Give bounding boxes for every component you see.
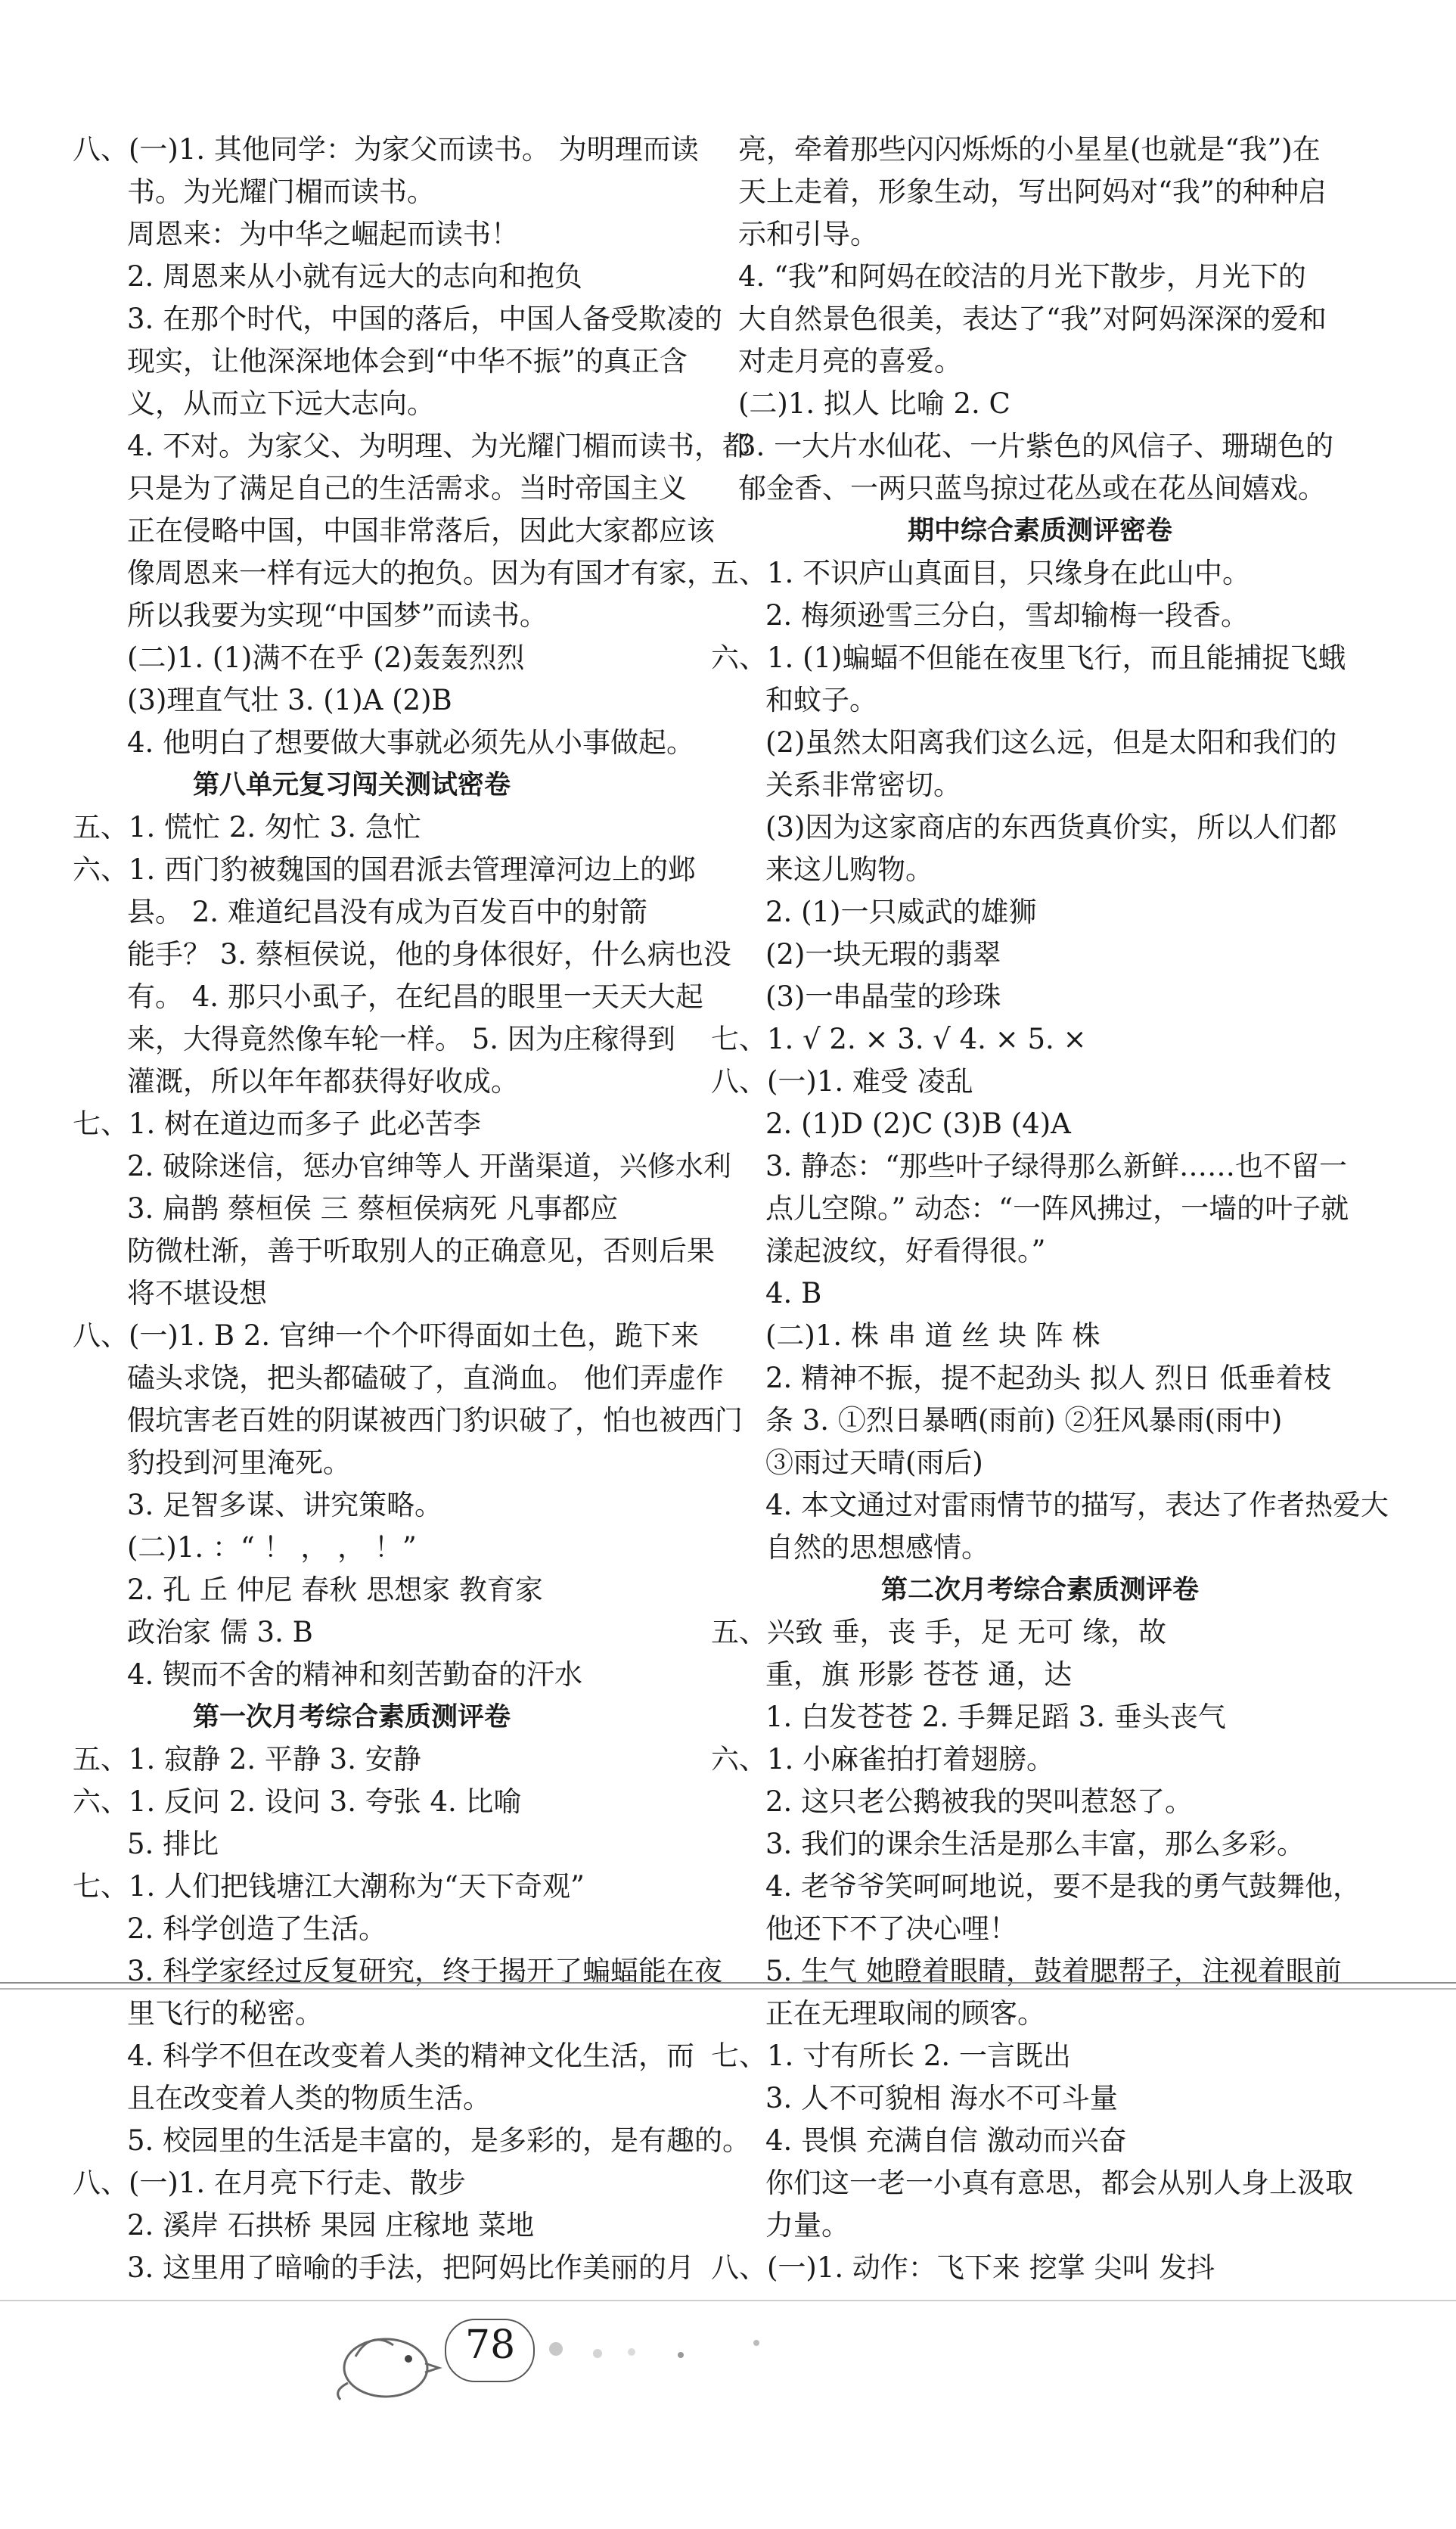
- answer-line: 对走月亮的喜爱。: [738, 345, 962, 377]
- page-number: 78: [465, 2322, 516, 2368]
- answer-line: 郁金香、一两只蓝鸟掠过花丛或在花丛间嬉戏。: [738, 472, 1326, 505]
- answer-line: 4. 不对。为家父、为明理、为光耀门楣而读书，都: [127, 430, 751, 462]
- answer-line: 2. 科学创造了生活。: [127, 1912, 387, 1945]
- answer-line: 六、1. 反问 2. 设问 3. 夸张 4. 比喻: [73, 1785, 522, 1818]
- answer-line: 六、1. 西门豹被魏国的国君派去管理漳河边上的邺: [73, 853, 697, 886]
- answer-line: 磕头求饶，把头都磕破了，直淌血。 他们弄虚作: [127, 1362, 724, 1394]
- answer-line: 3. 在那个时代，中国的落后，中国人备受欺凌的: [127, 303, 723, 335]
- answer-line: 3. 一大片水仙花、一片紫色的风信子、珊瑚色的: [738, 430, 1334, 462]
- answer-line: 有。 4. 那只小虱子，在纪昌的眼里一天天大起: [127, 980, 703, 1013]
- answer-line: 2. (1)D (2)C (3)B (4)A: [765, 1108, 1071, 1140]
- answer-line: 五、1. 慌忙 2. 匆忙 3. 急忙: [73, 811, 421, 844]
- answer-line: 八、(一)1. 在月亮下行走、散步: [73, 2167, 466, 2199]
- page-divider-line: [0, 1982, 1456, 1984]
- answer-line: 2. 破除迷信，惩办官绅等人 开凿渠道，兴修水利: [127, 1150, 731, 1182]
- answer-line: 将不堪设想: [127, 1277, 267, 1310]
- answer-line: 1. 白发苍苍 2. 手舞足蹈 3. 垂头丧气: [765, 1701, 1226, 1733]
- answer-line: 4. 他明白了想要做大事就必须先从小事做起。: [127, 726, 695, 759]
- answer-line: (3)理直气壮 3. (1)A (2)B: [127, 684, 452, 716]
- answer-line: 4. B: [765, 1277, 822, 1310]
- answer-line: 政治家 儒 3. B: [127, 1616, 313, 1648]
- answer-line: 像周恩来一样有远大的抱负。因为有国才有家，: [127, 557, 715, 589]
- answer-line: 防微杜渐，善于听取别人的正确意见，否则后果: [127, 1235, 715, 1267]
- answer-line: 力量。: [765, 2209, 849, 2242]
- answer-line: 五、1. 不识庐山真面目，只缘身在此山中。: [711, 557, 1251, 589]
- answer-line: 义，从而立下远大志向。: [127, 387, 435, 420]
- section-heading: 第一次月考综合素质测评卷: [192, 1702, 511, 1732]
- answer-line: 灌溉，所以年年都获得好收成。: [127, 1065, 519, 1098]
- answer-line: 关系非常密切。: [765, 769, 961, 801]
- answer-line: 八、(一)1. B 2. 官绅一个个吓得面如土色，跪下来: [73, 1319, 699, 1352]
- answer-line: 亮，牵着那些闪闪烁烁的小星星(也就是“我”)在: [738, 133, 1321, 166]
- answer-line: (二)1. 株 串 道 丝 块 阵 株: [765, 1319, 1101, 1352]
- answer-line: 周恩来：为中华之崛起而读书！: [127, 218, 519, 250]
- answer-line: 八、(一)1. 难受 凌乱: [711, 1065, 973, 1098]
- answer-line: 4. “我”和阿妈在皎洁的月光下散步，月光下的: [738, 260, 1306, 293]
- answer-line: 县。 2. 难道纪昌没有成为百发百中的射箭: [127, 896, 647, 928]
- answer-line: 5. 生气 她瞪着眼睛，鼓着腮帮子，注视着眼前: [765, 1955, 1342, 1987]
- answer-line: 只是为了满足自己的生活需求。当时帝国主义: [127, 472, 687, 505]
- answer-line: 3. 静态：“那些叶子绿得那么新鲜……也不留一: [765, 1150, 1347, 1182]
- answer-column-right: [711, 129, 1389, 2289]
- footer-line: [0, 2300, 1456, 2301]
- answer-line: 漾起波纹，好看得很。”: [765, 1235, 1046, 1267]
- answer-line: 重，旗 形影 苍苍 通，达: [765, 1658, 1073, 1691]
- bird-illustration-icon: [325, 2315, 446, 2406]
- answer-line: 天上走着，形象生动，写出阿妈对“我”的种种启: [738, 176, 1327, 208]
- answer-line: 来，大得竟然像车轮一样。 5. 因为庄稼得到: [127, 1023, 675, 1055]
- section-heading: 期中综合素质测评密卷: [907, 516, 1172, 546]
- answer-line: 他还下不了决心哩！: [765, 1912, 1017, 1945]
- answer-line: 且在改变着人类的物质生活。: [127, 2082, 491, 2114]
- answer-line: 2. 梅须逊雪三分白，雪却输梅一段香。: [765, 599, 1250, 632]
- answer-line: 能手？ 3. 蔡桓侯说，他的身体很好，什么病也没: [127, 938, 731, 971]
- answer-line: 豹投到河里淹死。: [127, 1446, 351, 1479]
- answer-line: 七、1. 树在道边而多子 此必苦李: [73, 1108, 481, 1140]
- answer-line: 3. 科学家经过反复研究，终于揭开了蝙蝠能在夜: [127, 1955, 723, 1987]
- answer-line: 六、1. 小麻雀拍打着翅膀。: [711, 1743, 1055, 1776]
- section-heading: 第八单元复习闯关测试密卷: [192, 770, 511, 800]
- answer-line: ③雨过天晴(雨后): [765, 1446, 983, 1479]
- answer-line: 2. 精神不振，提不起劲头 拟人 烈日 低垂着枝: [765, 1362, 1332, 1394]
- answer-line: 七、1. √ 2. × 3. √ 4. × 5. ×: [711, 1023, 1087, 1055]
- answer-line: 八、(一)1. 其他同学：为家父而读书。 为明理而读: [73, 133, 699, 166]
- answer-line: 5. 排比: [127, 1828, 219, 1860]
- section-heading: 第二次月考综合素质测评卷: [880, 1575, 1199, 1605]
- answer-line: 2. 这只老公鹅被我的哭叫惹怒了。: [765, 1785, 1194, 1818]
- answer-line: 5. 校园里的生活是丰富的，是多彩的，是有趣的。: [127, 2124, 751, 2157]
- answer-line: 3. 这里用了暗喻的手法，把阿妈比作美丽的月: [127, 2251, 695, 2284]
- answer-line: (二)1. (1)满不在乎 (2)轰轰烈烈: [127, 642, 525, 674]
- answer-line: 3. 我们的课余生活是那么丰富，那么多彩。: [765, 1828, 1305, 1860]
- answer-line: 2. 周恩来从小就有远大的志向和抱负: [127, 260, 583, 293]
- answer-line: 3. 扁鹊 蔡桓侯 三 蔡桓侯病死 凡事都应: [127, 1192, 619, 1225]
- answer-line: 4. 本文通过对雷雨情节的描写，表达了作者热爱大: [765, 1489, 1389, 1521]
- answer-line: 里飞行的秘密。: [127, 1997, 323, 2030]
- answer-line: (二)1. ：“ ！ ， ， ！”: [127, 1531, 417, 1564]
- answer-line: (3)因为这家商店的东西货真价实，所以人们都: [765, 811, 1337, 844]
- answer-line: 3. 足智多谋、讲究策略。: [127, 1489, 443, 1521]
- answer-line: 八、(一)1. 动作：飞下来 挖掌 尖叫 发抖: [711, 2251, 1215, 2284]
- answer-line: 书。为光耀门楣而读书。: [127, 176, 435, 208]
- answer-line: 4. 老爷爷笑呵呵地说，要不是我的勇气鼓舞他，: [765, 1870, 1361, 1903]
- answer-line: 五、兴致 垂，丧 手，足 无可 缘，故: [711, 1616, 1167, 1648]
- answer-line: 五、1. 寂静 2. 平静 3. 安静: [73, 1743, 421, 1776]
- answer-line: 2. (1)一只威武的雄狮: [765, 896, 1037, 928]
- answer-line: (2)虽然太阳离我们这么远，但是太阳和我们的: [765, 726, 1337, 759]
- answer-line: 正在侵略中国，中国非常落后，因此大家都应该: [127, 514, 715, 547]
- answer-line: 2. 孔 丘 仲尼 春秋 思想家 教育家: [127, 1574, 543, 1606]
- decorative-dots-icon: [545, 2334, 787, 2379]
- page-divider-line: [0, 1988, 1456, 1990]
- answer-line: 4. 畏惧 充满自信 激动而兴奋: [765, 2124, 1127, 2157]
- answer-line: 点儿空隙。” 动态：“一阵风拂过，一墙的叶子就: [765, 1192, 1349, 1225]
- answer-line: 条 3. ①烈日暴晒(雨前) ②狂风暴雨(雨中): [765, 1404, 1283, 1437]
- answer-line: 假坑害老百姓的阴谋被西门豹识破了，怕也被西门: [127, 1404, 743, 1437]
- answer-line: 4. 科学不但在改变着人类的精神文化生活，而: [127, 2040, 695, 2072]
- answer-line: (二)1. 拟人 比喻 2. C: [738, 387, 1011, 420]
- answer-line: 和蚊子。: [765, 684, 877, 716]
- answer-line: 示和引导。: [738, 218, 878, 250]
- answer-line: 现实，让他深深地体会到“中华不振”的真正含: [127, 345, 688, 377]
- answer-line: 3. 人不可貌相 海水不可斗量: [765, 2082, 1118, 2114]
- answer-line: 4. 锲而不舍的精神和刻苦勤奋的汗水: [127, 1658, 583, 1691]
- answer-column-left: [45, 129, 751, 2289]
- answer-line: 自然的思想感情。: [765, 1531, 989, 1564]
- answer-line: 正在无理取闹的顾客。: [765, 1997, 1045, 2030]
- answer-line: 来这儿购物。: [765, 853, 933, 886]
- answer-line: 七、1. 寸有所长 2. 一言既出: [711, 2040, 1071, 2072]
- answer-line: (2)一块无瑕的翡翠: [765, 938, 1001, 971]
- answer-line: 大自然景色很美，表达了“我”对阿妈深深的爱和: [738, 303, 1327, 335]
- answer-line: 七、1. 人们把钱塘江大潮称为“天下奇观”: [73, 1870, 585, 1903]
- answer-line: 2. 溪岸 石拱桥 果园 庄稼地 菜地: [127, 2209, 535, 2242]
- answer-line: (3)一串晶莹的珍珠: [765, 980, 1001, 1013]
- answer-line: 六、1. (1)蝙蝠不但能在夜里飞行，而且能捕捉飞蛾: [711, 642, 1346, 674]
- answer-line: 你们这一老一小真有意思，都会从别人身上汲取: [765, 2167, 1353, 2199]
- answer-line: 所以我要为实现“中国梦”而读书。: [127, 599, 548, 632]
